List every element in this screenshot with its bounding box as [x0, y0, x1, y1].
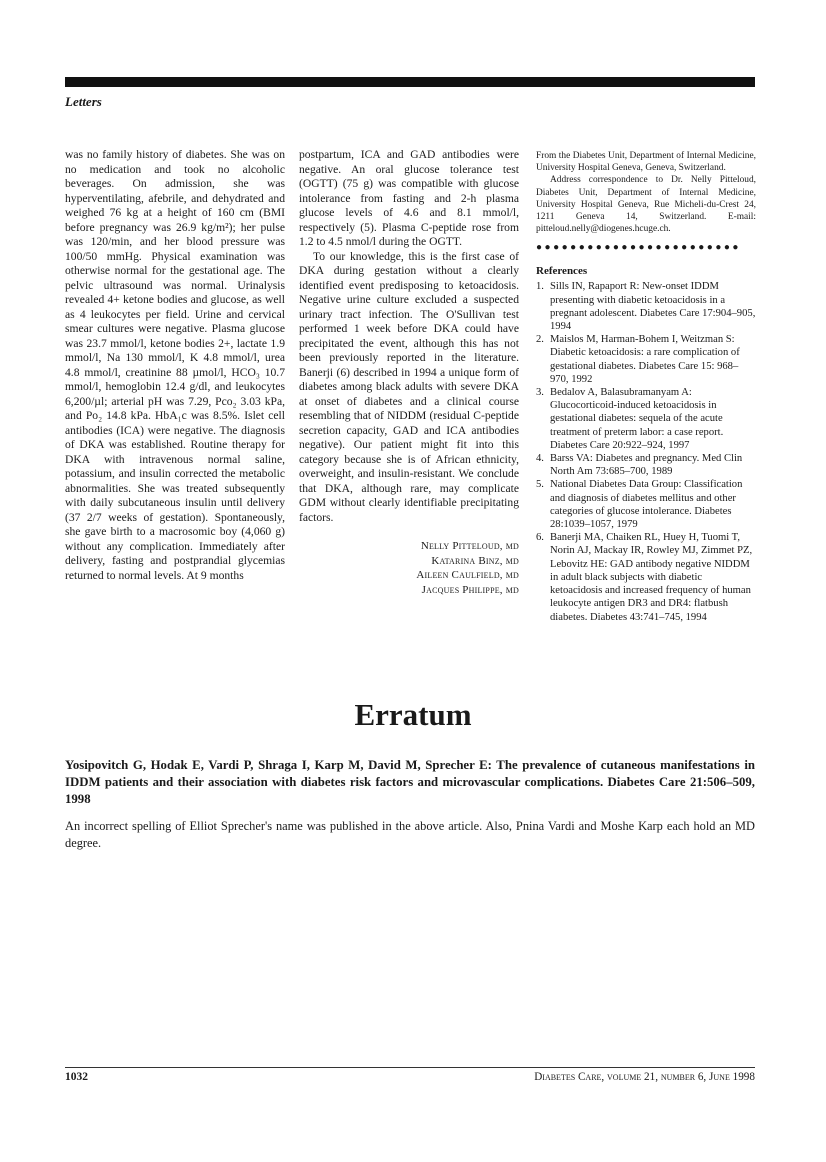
- affiliation-note: From the Diabetes Unit, Department of Internal Medicine, University Hospital Geneva, Geneva, Switzerland.: [536, 151, 756, 174]
- body-paragraph: postpartum, ICA and GAD antibodies were negative. An oral glucose tolerance test (OGTT) (75 g) was compatible with glucose intolerance from fasting and 2-h plasma glucose levels of 4.6 and 8.1 mmol/l, respectively (5). Plasma C-peptide rose from 1.2 to 4.5 nmol/l during the OGTT.: [299, 148, 519, 248]
- author-name: Jacques Philippe, md: [421, 583, 519, 596]
- section-label: Letters: [65, 94, 102, 109]
- body-paragraph: To our knowledge, this is the first case of DKA during gestation without a clearly identified event predisposing to ketoacidosis. Negative urine culture excluded a suspected urinary tract infection. The O'Sullivan test performed 1 week before DKA could have precipitated the event, although this has not been previously reported in the literature. Banerji (6) described in 1994 a unique form of diabetes among black adults with severe DKA at onset of diabetes and a clinical course resembling that of NIDDM (residual C-peptide secretion capacity, GAD and ICA antibodies negative). Our patient might fit into this category because she is of African ethnicity, overweight, and insulin-resistant. We conclude that DKA, although rare, may complicate GDM without clearly identifiable precipitating factors.: [299, 249, 519, 524]
- reference-item: [536, 333, 756, 386]
- erratum-title: Erratum: [354, 697, 472, 732]
- reference-text: National Diabetes Data Group: Classification and diagnosis of diabetes mellitus and other categories of glucose intolerance. Diabetes 28:1039–1057, 1979: [550, 479, 743, 531]
- correspondence-note: Address correspondence to Dr. Nelly Pitteloud, Diabetes Unit, Department of Internal Medicine, University Hospital Geneva, Rue Micheli-du-Crest 24, 1211 Geneva 14, Switzerland. E-mail: pitteloud.nelly@diogenes.hcuge.ch.: [536, 175, 756, 235]
- reference-number: 5.: [536, 479, 544, 491]
- column-1: [65, 148, 285, 583]
- reference-text: Barss VA: Diabetes and pregnancy. Med Clin North Am 73:685–700, 1989: [550, 453, 743, 478]
- reference-text: Sills IN, Rapaport R: New-onset IDDM presenting with diabetic ketoacidosis in a pregnant adolescent. Diabetes Care 17:904–905, 1994: [550, 281, 756, 333]
- journal-citation: Diabetes Care, volume 21, number 6, June 1998: [534, 1071, 755, 1083]
- reference-text: Banerji MA, Chaiken RL, Huey H, Tuomi T, Norin AJ, Mackay IR, Rowley MJ, Zimmet PZ, Lebovitz HE: GAD antibody negative NIDDM in adult black subjects with diabetic ketoacidosis and increased frequency of human leukocyte antigen DR3 and DR4: flatbush diabetes. Diabetes 43:741–745, 1994: [550, 532, 753, 623]
- reference-item: [536, 478, 756, 531]
- reference-item: [536, 386, 756, 452]
- footer-rule: [65, 1067, 755, 1068]
- reference-number: 3.: [536, 387, 544, 399]
- references-list: [536, 280, 756, 623]
- page-number: 1032: [65, 1071, 88, 1083]
- author-signature: [299, 539, 519, 597]
- reference-item: [536, 531, 756, 623]
- erratum-citation: Yosipovitch G, Hodak E, Vardi P, Shraga I, Karp M, David M, Sprecher E: The prevalence of cutaneous manifestations in IDDM patients and their association with diabetes risk factors and microvascular complications. Diabetes Care 21:506–509, 1998: [65, 758, 755, 806]
- references-heading: References: [536, 264, 588, 277]
- erratum-note: An incorrect spelling of Elliot Sprecher's name was published in the above article. Also, Pnina Vardi and Moshe Karp each hold an MD degree.: [65, 819, 755, 850]
- author-name: Aileen Caulfield, md: [416, 569, 519, 581]
- dot-divider: ●●●●●●●●●●●●●●●●●●●●●●●●: [536, 242, 741, 254]
- author-name: Katarina Binz, md: [431, 554, 519, 567]
- reference-number: 1.: [536, 281, 544, 293]
- reference-number: 2.: [536, 334, 544, 346]
- reference-text: Bedalov A, Balasubramanyam A: Glucocorticoid-induced ketoacidosis in gestational diabetes: sequela of the acute treatment of preterm labor: a case report. Diabetes Care 20:922–924, 1997: [550, 387, 724, 451]
- reference-text: Maislos M, Harman-Bohem I, Weitzman S: Diabetic ketoacidosis: a rare complication of gestational diabetes. Diabetes Care 15: 968–970, 1992: [550, 334, 740, 385]
- reference-number: 4.: [536, 453, 544, 465]
- header-rule: [65, 77, 755, 87]
- author-name: Nelly Pitteloud, md: [420, 540, 519, 552]
- reference-item: [536, 452, 756, 478]
- column-2: [299, 148, 519, 597]
- column-3: [536, 150, 756, 624]
- body-paragraph: was no family history of diabetes. She was on no medication and took no alcoholic beverages. On admission, she was hyperventilating, afebrile, and dehydrated and weighed 76 kg at a height of 160 cm (BMI before pregnancy was 26.9 kg/m²); her pulse was 120/min, and her blood pressure was 100/50 mmHg. Physical examination was otherwise normal for the gestational age. The pelvic ultrasound was normal. Urinalysis revealed 4+ ketone bodies and glucose, as well as 4 leukocytes per field. Urine and cervical smear cultures were negative. Plasma glucose was 23.7 mmol/l, ketone bodies 2+, lactate 1.9 mmol/l, Na 130 mmol/l, K 4.8 mmol/l, urea 4.8 mmol/l, creatinine 88 µmol/l, HCO₃ 10.7 mmol/l, hemoglobin 12.4 g/dl, and leukocytes 6,200/µl; arterial pH was 7.29, Pco₂ 3.03 kPa, and Po₂ 14.8 kPa. HbA₁c was 8.5%. Islet cell antibodies (ICA) were negative. The diagnosis of DKA was established. Routine therapy for DKA with intravenous normal saline, potassium, and insulin corrected the metabolic abnormalities. She was treated subsequently with daily subcutaneous insulin until delivery (37 2/7 weeks of gestation). Spontaneously, she gave birth to a macrosomic boy (4,060 g) without any complication. Immediately after delivery, fasting and postprandial glycemias returned to normal levels. At 9 months: [65, 148, 285, 582]
- reference-item: [536, 280, 756, 333]
- reference-number: 6.: [536, 532, 544, 544]
